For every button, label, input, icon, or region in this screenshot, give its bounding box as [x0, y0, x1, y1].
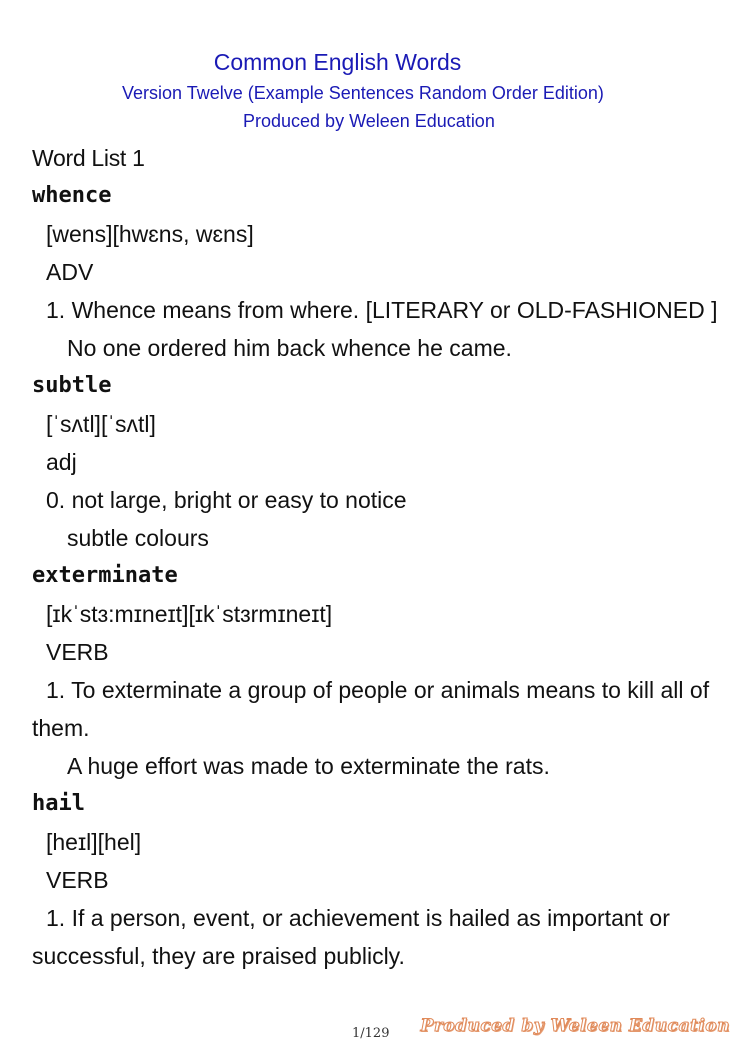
entry-definition: 1. To exterminate a group of people or animals means to kill all of them.: [32, 677, 710, 741]
entry-part-of-speech: VERB: [46, 867, 109, 893]
entry-phonetic: [ɪkˈstɜ:mɪneɪt][ɪkˈstɜrmɪneɪt]: [46, 601, 333, 627]
word-list-title: Word List 1: [32, 145, 145, 171]
entry-example: A huge effort was made to exterminate the rats.: [67, 753, 550, 779]
entry-word: whence: [32, 183, 112, 208]
entry-word: exterminate: [32, 563, 178, 588]
word-list: [32, 139, 722, 975]
entry-definition: 0. not large, bright or easy to notice: [46, 487, 407, 513]
word-entry: [32, 177, 722, 367]
entry-part-of-speech: adj: [46, 449, 77, 475]
word-entry: [32, 785, 722, 975]
entry-word: subtle: [32, 373, 112, 398]
entry-example: subtle colours: [67, 525, 209, 551]
entry-part-of-speech: ADV: [46, 259, 94, 285]
entry-definition: 1. If a person, event, or achievement is hailed as important or successful, they are praised publicly.: [32, 905, 670, 969]
entry-phonetic: [wens][hwɛns, wɛns]: [46, 221, 254, 247]
entry-part-of-speech: VERB: [46, 639, 109, 665]
page-number: 1/129: [352, 1026, 390, 1041]
entry-definition: 1. Whence means from where. [LITERARY or OLD-FASHIONED ]: [46, 297, 718, 323]
watermark-logo: Produced by Weleen Education: [420, 1016, 730, 1036]
entry-example: No one ordered him back whence he came.: [67, 335, 512, 361]
document-producer: Produced by Weleen Education: [243, 111, 495, 131]
word-entry: [32, 557, 722, 785]
entry-phonetic: [heɪl][hel]: [46, 829, 142, 855]
document-subtitle: Version Twelve (Example Sentences Random Order Edition): [122, 83, 604, 103]
entry-phonetic: [ˈsʌtl][ˈsʌtl]: [46, 411, 156, 437]
word-entry: [32, 367, 722, 557]
entry-word: hail: [32, 791, 85, 816]
document-title: Common English Words: [213, 49, 462, 75]
